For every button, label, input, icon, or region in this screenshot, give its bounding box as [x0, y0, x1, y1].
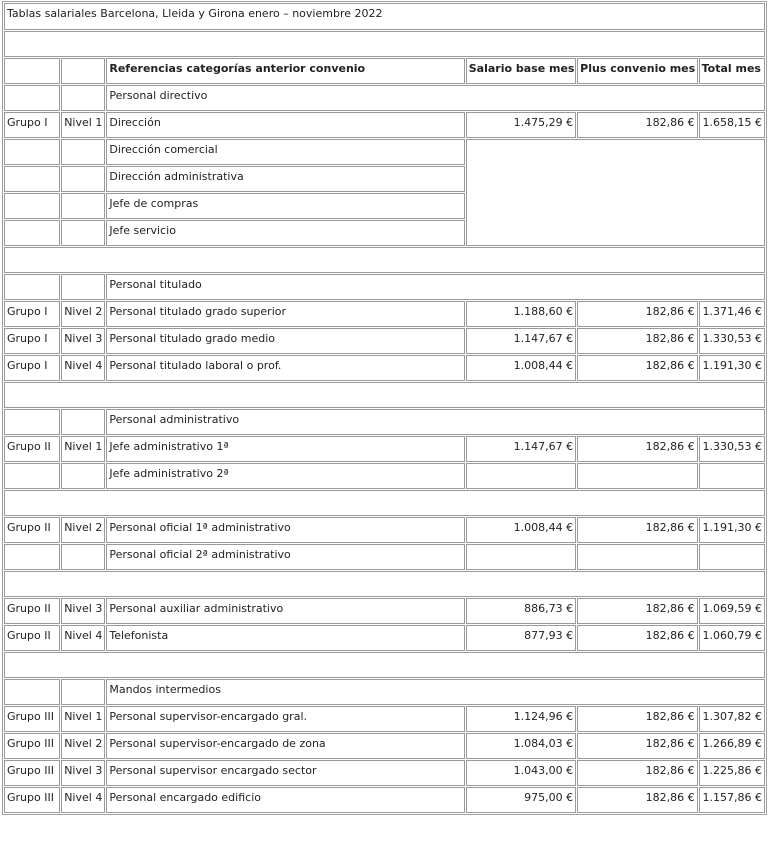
header-plus: Plus convenio mes: [577, 58, 697, 84]
nivel-cell: [61, 679, 105, 705]
total-cell: 1.307,82 €: [699, 706, 765, 732]
categoria-cell: Personal auxiliar administrativo: [106, 598, 464, 624]
table-row: [4, 301, 765, 327]
nivel-cell: Nivel 1: [61, 436, 105, 462]
grupo-cell: Grupo I: [4, 328, 60, 354]
nivel-cell: Nivel 1: [61, 706, 105, 732]
table-row: [4, 544, 765, 570]
table-row: [4, 112, 765, 138]
section-label: Personal directivo: [106, 85, 765, 111]
grupo-cell: Grupo III: [4, 733, 60, 759]
section-row: [4, 85, 765, 111]
grupo-cell: Grupo I: [4, 301, 60, 327]
salario-cell: 1.043,00 €: [466, 760, 576, 786]
salario-cell: 1.188,60 €: [466, 301, 576, 327]
plus-cell: 182,86 €: [577, 787, 697, 813]
total-cell: 1.225,86 €: [699, 760, 765, 786]
categoria-cell: Telefonista: [106, 625, 464, 651]
total-cell: 1.371,46 €: [699, 301, 765, 327]
categoria-cell: Personal supervisor-encargado gral.: [106, 706, 464, 732]
plus-cell: 182,86 €: [577, 328, 697, 354]
categoria-cell: Dirección: [106, 112, 464, 138]
grupo-cell: Grupo I: [4, 355, 60, 381]
salario-cell: 877,93 €: [466, 625, 576, 651]
table-row: [4, 733, 765, 759]
section-label: Personal administrativo: [106, 409, 765, 435]
categoria-cell: Jefe servicio: [106, 220, 464, 246]
header-salario: Salario base mes: [466, 58, 576, 84]
plus-cell: [577, 544, 697, 570]
salario-cell: 886,73 €: [466, 598, 576, 624]
plus-cell: 182,86 €: [577, 733, 697, 759]
salario-cell: 1.008,44 €: [466, 517, 576, 543]
salario-cell: [466, 544, 576, 570]
total-cell: 1.069,59 €: [699, 598, 765, 624]
plus-cell: 182,86 €: [577, 706, 697, 732]
section-label: Personal titulado: [106, 274, 765, 300]
categoria-cell: Personal titulado laboral o prof.: [106, 355, 464, 381]
salario-cell: [466, 463, 576, 489]
table-row: [4, 706, 765, 732]
total-cell: 1.060,79 €: [699, 625, 765, 651]
blank-row: [4, 571, 765, 597]
grupo-cell: [4, 409, 60, 435]
salario-cell: 1.475,29 €: [466, 112, 576, 138]
blank-row: [4, 490, 765, 516]
categoria-cell: Personal titulado grado superior: [106, 301, 464, 327]
categoria-cell: Jefe administrativo 1ª: [106, 436, 464, 462]
grupo-cell: Grupo III: [4, 787, 60, 813]
blank-row: [4, 31, 765, 57]
nivel-cell: [61, 463, 105, 489]
section-row: [4, 679, 765, 705]
section-row: [4, 274, 765, 300]
categoria-cell: Personal encargado edificio: [106, 787, 464, 813]
table-row: [4, 355, 765, 381]
blank-row: [4, 247, 765, 273]
section-label: Mandos intermedios: [106, 679, 765, 705]
grupo-cell: [4, 85, 60, 111]
nivel-cell: [61, 193, 105, 219]
categoria-cell: Jefe de compras: [106, 193, 464, 219]
grupo-cell: [4, 274, 60, 300]
table-row: [4, 517, 765, 543]
grupo-cell: [4, 139, 60, 165]
salario-cell: 1.008,44 €: [466, 355, 576, 381]
total-cell: 1.191,30 €: [699, 517, 765, 543]
header-nivel: [61, 58, 105, 84]
grupo-cell: Grupo III: [4, 760, 60, 786]
table-title: Tablas salariales Barcelona, Lleida y Girona enero – noviembre 2022: [4, 3, 765, 30]
grupo-cell: [4, 166, 60, 192]
categoria-cell: Dirección administrativa: [106, 166, 464, 192]
nivel-cell: Nivel 3: [61, 598, 105, 624]
blank-row: [4, 652, 765, 678]
nivel-cell: Nivel 1: [61, 112, 105, 138]
empty-merged-cell: [466, 139, 765, 246]
grupo-cell: Grupo III: [4, 706, 60, 732]
total-cell: [699, 463, 765, 489]
nivel-cell: Nivel 4: [61, 625, 105, 651]
plus-cell: 182,86 €: [577, 760, 697, 786]
categoria-cell: Personal supervisor encargado sector: [106, 760, 464, 786]
plus-cell: 182,86 €: [577, 355, 697, 381]
nivel-cell: Nivel 2: [61, 517, 105, 543]
salary-table: [2, 1, 767, 815]
grupo-cell: Grupo II: [4, 598, 60, 624]
grupo-cell: [4, 544, 60, 570]
header-total: Total mes: [699, 58, 765, 84]
total-cell: 1.330,53 €: [699, 328, 765, 354]
salario-cell: 1.147,67 €: [466, 436, 576, 462]
nivel-cell: Nivel 2: [61, 301, 105, 327]
blank-row: [4, 382, 765, 408]
plus-cell: 182,86 €: [577, 598, 697, 624]
salario-cell: 1.147,67 €: [466, 328, 576, 354]
nivel-cell: [61, 544, 105, 570]
grupo-cell: Grupo II: [4, 436, 60, 462]
total-cell: [699, 544, 765, 570]
header-row: [4, 58, 765, 84]
table-row: [4, 463, 765, 489]
nivel-cell: [61, 166, 105, 192]
plus-cell: 182,86 €: [577, 625, 697, 651]
table-row: [4, 787, 765, 813]
nivel-cell: [61, 274, 105, 300]
salario-cell: 1.124,96 €: [466, 706, 576, 732]
total-cell: 1.658,15 €: [699, 112, 765, 138]
total-cell: 1.191,30 €: [699, 355, 765, 381]
table-row: [4, 598, 765, 624]
categoria-cell: Personal titulado grado medio: [106, 328, 464, 354]
total-cell: 1.330,53 €: [699, 436, 765, 462]
nivel-cell: Nivel 4: [61, 355, 105, 381]
categoria-cell: Dirección comercial: [106, 139, 464, 165]
nivel-cell: [61, 409, 105, 435]
plus-cell: 182,86 €: [577, 436, 697, 462]
grupo-cell: Grupo II: [4, 625, 60, 651]
title-row: [4, 3, 765, 30]
categoria-cell: Personal oficial 1ª administrativo: [106, 517, 464, 543]
grupo-cell: Grupo I: [4, 112, 60, 138]
salario-cell: 1.084,03 €: [466, 733, 576, 759]
section-row: [4, 409, 765, 435]
categoria-cell: Jefe administrativo 2ª: [106, 463, 464, 489]
nivel-cell: Nivel 4: [61, 787, 105, 813]
grupo-cell: Grupo II: [4, 517, 60, 543]
plus-cell: 182,86 €: [577, 301, 697, 327]
table-row: [4, 139, 765, 165]
header-categoria: Referencias categorías anterior convenio: [106, 58, 464, 84]
grupo-cell: [4, 193, 60, 219]
table-row: [4, 760, 765, 786]
plus-cell: [577, 463, 697, 489]
grupo-cell: [4, 679, 60, 705]
table-row: [4, 625, 765, 651]
plus-cell: 182,86 €: [577, 517, 697, 543]
categoria-cell: Personal supervisor-encargado de zona: [106, 733, 464, 759]
nivel-cell: Nivel 2: [61, 733, 105, 759]
header-grupo: [4, 58, 60, 84]
categoria-cell: Personal oficial 2ª administrativo: [106, 544, 464, 570]
table-row: [4, 328, 765, 354]
table-row: [4, 436, 765, 462]
total-cell: 1.266,89 €: [699, 733, 765, 759]
nivel-cell: [61, 220, 105, 246]
grupo-cell: [4, 463, 60, 489]
total-cell: 1.157,86 €: [699, 787, 765, 813]
nivel-cell: [61, 139, 105, 165]
grupo-cell: [4, 220, 60, 246]
nivel-cell: [61, 85, 105, 111]
nivel-cell: Nivel 3: [61, 328, 105, 354]
nivel-cell: Nivel 3: [61, 760, 105, 786]
plus-cell: 182,86 €: [577, 112, 697, 138]
salario-cell: 975,00 €: [466, 787, 576, 813]
